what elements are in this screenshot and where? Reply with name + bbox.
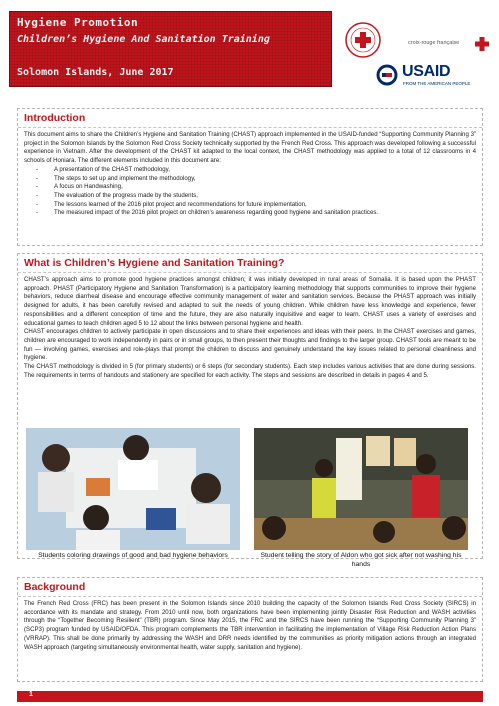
list-item: - The steps to set up and implement the methodology,	[24, 175, 476, 184]
introduction-paragraph: This document aims to share the Children’s Hygiene and Sanitation Training (CHAST) approach implemented in the USAID-funded “Supporting Community Planning 3” project in the Solomon Islands by the Solomon Red Cross Society technically supported by the French Red Cross. This approach was developed following a successful experience in Vietnam. After the development of the CHAST kit adapted to the local context, the CHAST methodology was applied to a total of 12 classrooms in 4 schools of Honiara. The different elements included in this document are:	[24, 131, 476, 165]
introduction-heading: Introduction	[18, 109, 482, 128]
student-storytelling-illustration	[254, 428, 468, 550]
chast-paragraph-1: CHAST’s approach aims to promote good hygiene practices amongst children; it was initially developed in rural areas of Somalia. It is based upon the PHAST approach. PHAST (Participatory Hygiene and Sanitation Transformation) is a participatory learning methodology that supports communities to improve their hygiene behaviors, reduce diarrheal disease and encourage effective community management of water and sanitation services. Because the PHAST approach was initially designed for adults, it has been carefully revised and adapted to suit the needs of young children. While children have less knowledge and experience, fewer responsibilities and a different conception of time and the future, they are also naturally inquisitive and eager to learn. CHAST uses a variety of exercises and educational games to teach children aged 5 to 12 about the links between personal hygiene and health.	[24, 276, 476, 327]
chast-paragraph-3: The CHAST methodology is divided in 5 (for primary students) or 6 steps (for secondary students). Each step includes various activities that are done during sessions. The requirements in terms of handouts and stationery are specified for each activity. The steps and sessions are described in details in pages 4 and 5.	[24, 363, 476, 379]
introduction-list	[24, 166, 476, 218]
background-section	[17, 577, 483, 682]
footer-bar	[17, 691, 483, 702]
usaid-name: USAID	[402, 63, 451, 80]
list-item: - A presentation of the CHAST methodology,	[24, 166, 476, 175]
students-coloring-illustration	[26, 428, 240, 550]
list-item: - The lessons learned of the 2016 pilot project and recommendations for future implementation,	[24, 201, 476, 210]
list-item: - A focus on Handwashing,	[24, 183, 476, 192]
chast-paragraph-2: CHAST encourages children to actively participate in open discussions and to share their experiences and ideas with their peers. In the CHAST exercises and games, children are encouraged to work independently in pairs or in small groups, to then present their thoughts and findings to the larger group. CHAST tools are meant to be fun — involving games, exercises and role-plays that prompt the children to discuss and genuinely understand the key issues related to personal cleanliness and hygiene.	[24, 328, 476, 362]
french-red-cross-logo	[408, 36, 490, 54]
what-is-chast-section	[17, 253, 483, 568]
list-item: - The measured impact of the 2016 pilot project on children’s awareness regarding good hygiene and sanitation practices.	[24, 209, 476, 218]
background-paragraph: The French Red Cross (FRC) has been present in the Solomon Islands since 2010 building the capacity of the Solomon Islands Red Cross Society (SIRCS) in accordance with its mandate and strategy. From 2010 until now, both organizations have been implementing jointly Disaster Risk Reduction and WASH activities through the “Together Becoming Resilient” (TBR) program. Since May 2015, the FRC and the SIRCS have been running the “Supporting Community Planning 3” (SCP3) program funded by USAID/OFDA. This program complements the TBR intervention in facilitating the implementation of Village Risk Reduction Action Plans (VRRAP). This shall be done primarily by addressing the WASH and DRR needs identified by the communities as priority mitigation actions through an integrated WASH approach (targeting simultaneously environmental health, water supply, sanitation and hygiene).	[24, 600, 476, 651]
introduction-section	[17, 108, 483, 246]
solomon-red-cross-logo	[345, 22, 381, 58]
list-item: - The evaluation of the progress made by the students,	[24, 192, 476, 201]
header-banner	[9, 11, 332, 87]
frc-name: croix-rouge française	[408, 40, 460, 46]
header-location-date: Solomon Islands, June 2017	[17, 67, 174, 78]
student-storytelling-photo	[254, 428, 468, 550]
background-heading: Background	[18, 578, 482, 597]
header-title: Hygiene Promotion	[17, 16, 139, 29]
page-number: 1	[29, 691, 33, 698]
students-coloring-photo	[26, 428, 240, 550]
photo-caption-left: Students coloring drawings of good and bad hygiene behaviors	[38, 552, 228, 559]
photo-caption-right: Student telling the story of Aldon who got sick after not washing his hands	[260, 552, 462, 568]
header-subtitle: Children’s Hygiene And Sanitation Training	[17, 34, 270, 45]
what-is-chast-heading: What is Children’s Hygiene and Sanitation Training?	[18, 254, 482, 273]
usaid-logo	[376, 64, 491, 88]
usaid-tagline: FROM THE AMERICAN PEOPLE	[403, 81, 471, 86]
usaid-seal-icon	[376, 64, 398, 86]
red-cross-icon	[474, 36, 490, 52]
